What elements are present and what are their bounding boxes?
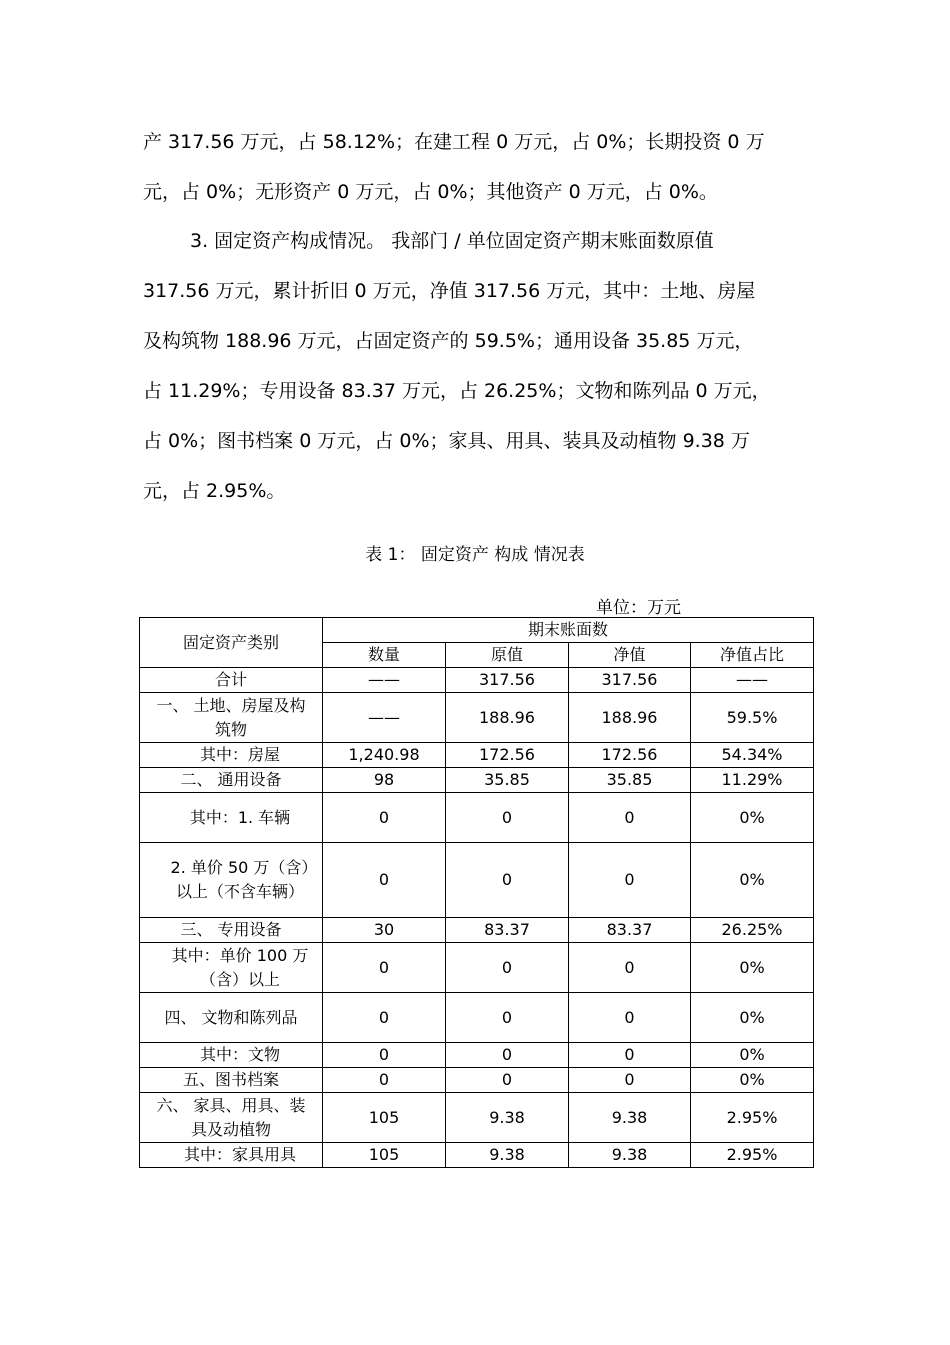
table-header-row <box>140 618 814 643</box>
cell-ratio: 59.5% <box>691 693 814 743</box>
cell-original: 0 <box>446 943 569 993</box>
cell-quantity: 0 <box>323 843 446 918</box>
table-row <box>140 743 814 768</box>
cell-quantity: 105 <box>323 1143 446 1168</box>
cell-quantity: —— <box>323 693 446 743</box>
cell-category: 一、 土地、房屋及构筑物 <box>140 693 323 743</box>
cell-quantity: 0 <box>323 1043 446 1068</box>
text-line: 元，占 0%；无形资产 0 万元，占 0%；其他资产 0 万元，占 0%。 <box>143 181 718 203</box>
header-group: 期末账面数 <box>323 618 814 643</box>
table-row <box>140 1068 814 1093</box>
cell-net: 0 <box>569 993 691 1043</box>
cell-quantity: 98 <box>323 768 446 793</box>
table-unit: 单位：万元 <box>596 598 681 618</box>
cell-ratio: 2.95% <box>691 1093 814 1143</box>
table-row <box>140 768 814 793</box>
table-row <box>140 918 814 943</box>
cell-original: 35.85 <box>446 768 569 793</box>
cell-net: 188.96 <box>569 693 691 743</box>
cell-net: 0 <box>569 843 691 918</box>
cell-quantity: 0 <box>323 1068 446 1093</box>
cell-quantity: 0 <box>323 943 446 993</box>
cell-category: 其中：家具用具 <box>140 1143 323 1168</box>
table-row <box>140 693 814 743</box>
cell-ratio: 0% <box>691 943 814 993</box>
cell-original: 0 <box>446 1043 569 1068</box>
cell-category: 合计 <box>140 668 323 693</box>
cell-original: 83.37 <box>446 918 569 943</box>
cell-quantity: 105 <box>323 1093 446 1143</box>
cell-quantity: 30 <box>323 918 446 943</box>
cell-original: 0 <box>446 993 569 1043</box>
cell-net: 0 <box>569 943 691 993</box>
header-ratio: 净值占比 <box>691 643 814 668</box>
header-original: 原值 <box>446 643 569 668</box>
cell-quantity: 0 <box>323 993 446 1043</box>
table-row <box>140 1143 814 1168</box>
cell-ratio: 0% <box>691 993 814 1043</box>
cell-ratio: 0% <box>691 1043 814 1068</box>
cell-category: 其中：1. 车辆 <box>140 793 323 843</box>
table-caption: 表 1： 固定资产 构成 情况表 <box>365 545 585 565</box>
text-line: 3. 固定资产构成情况。 我部门 / 单位固定资产期末账面数原值 <box>190 230 714 252</box>
table-row <box>140 1093 814 1143</box>
cell-quantity: 0 <box>323 793 446 843</box>
cell-ratio: 0% <box>691 793 814 843</box>
paragraph-asset-share <box>143 117 793 217</box>
text-line: 及构筑物 188.96 万元，占固定资产的 59.5%；通用设备 35.85 万元， <box>143 330 754 352</box>
header-category: 固定资产类别 <box>140 618 323 668</box>
cell-ratio: 0% <box>691 843 814 918</box>
table-row <box>140 843 814 918</box>
cell-category: 二、 通用设备 <box>140 768 323 793</box>
text-line: 占 11.29%；专用设备 83.37 万元，占 26.25%；文物和陈列品 0 万元， <box>143 380 771 402</box>
cell-category: 五、图书档案 <box>140 1068 323 1093</box>
cell-net: 172.56 <box>569 743 691 768</box>
cell-category: 三、 专用设备 <box>140 918 323 943</box>
cell-net: 9.38 <box>569 1143 691 1168</box>
table-row <box>140 668 814 693</box>
header-quantity: 数量 <box>323 643 446 668</box>
cell-ratio: 11.29% <box>691 768 814 793</box>
table-row <box>140 943 814 993</box>
cell-ratio: 2.95% <box>691 1143 814 1168</box>
text-line: 317.56 万元，累计折旧 0 万元，净值 317.56 万元，其中：土地、房屋 <box>143 280 756 302</box>
table-row <box>140 993 814 1043</box>
cell-net: 9.38 <box>569 1093 691 1143</box>
cell-category: 其中：文物 <box>140 1043 323 1068</box>
cell-original: 0 <box>446 843 569 918</box>
cell-original: 9.38 <box>446 1143 569 1168</box>
cell-original: 317.56 <box>446 668 569 693</box>
text-line: 产 317.56 万元，占 58.12%；在建工程 0 万元，占 0%；长期投资 0 万 <box>143 131 765 153</box>
cell-category: 其中：单价 100 万（含）以上 <box>140 943 323 993</box>
paragraph-fixed-asset-composition <box>143 216 793 516</box>
text-line: 占 0%；图书档案 0 万元，占 0%；家具、用具、装具及动植物 9.38 万 <box>143 430 750 452</box>
cell-net: 0 <box>569 1068 691 1093</box>
table-row <box>140 1043 814 1068</box>
cell-net: 83.37 <box>569 918 691 943</box>
cell-original: 0 <box>446 793 569 843</box>
cell-original: 172.56 <box>446 743 569 768</box>
text-line: 元，占 2.95%。 <box>143 480 286 502</box>
cell-net: 317.56 <box>569 668 691 693</box>
cell-quantity: 1,240.98 <box>323 743 446 768</box>
cell-category: 四、 文物和陈列品 <box>140 993 323 1043</box>
cell-quantity: —— <box>323 668 446 693</box>
fixed-asset-table <box>139 617 814 1168</box>
cell-ratio: —— <box>691 668 814 693</box>
cell-ratio: 54.34% <box>691 743 814 768</box>
cell-category: 其中：房屋 <box>140 743 323 768</box>
cell-original: 0 <box>446 1068 569 1093</box>
cell-ratio: 26.25% <box>691 918 814 943</box>
table-row <box>140 793 814 843</box>
cell-ratio: 0% <box>691 1068 814 1093</box>
cell-category: 2. 单价 50 万（含）以上（不含车辆） <box>140 843 323 918</box>
cell-original: 9.38 <box>446 1093 569 1143</box>
cell-net: 35.85 <box>569 768 691 793</box>
cell-category: 六、 家具、用具、装具及动植物 <box>140 1093 323 1143</box>
header-net: 净值 <box>569 643 691 668</box>
cell-net: 0 <box>569 1043 691 1068</box>
cell-net: 0 <box>569 793 691 843</box>
cell-original: 188.96 <box>446 693 569 743</box>
